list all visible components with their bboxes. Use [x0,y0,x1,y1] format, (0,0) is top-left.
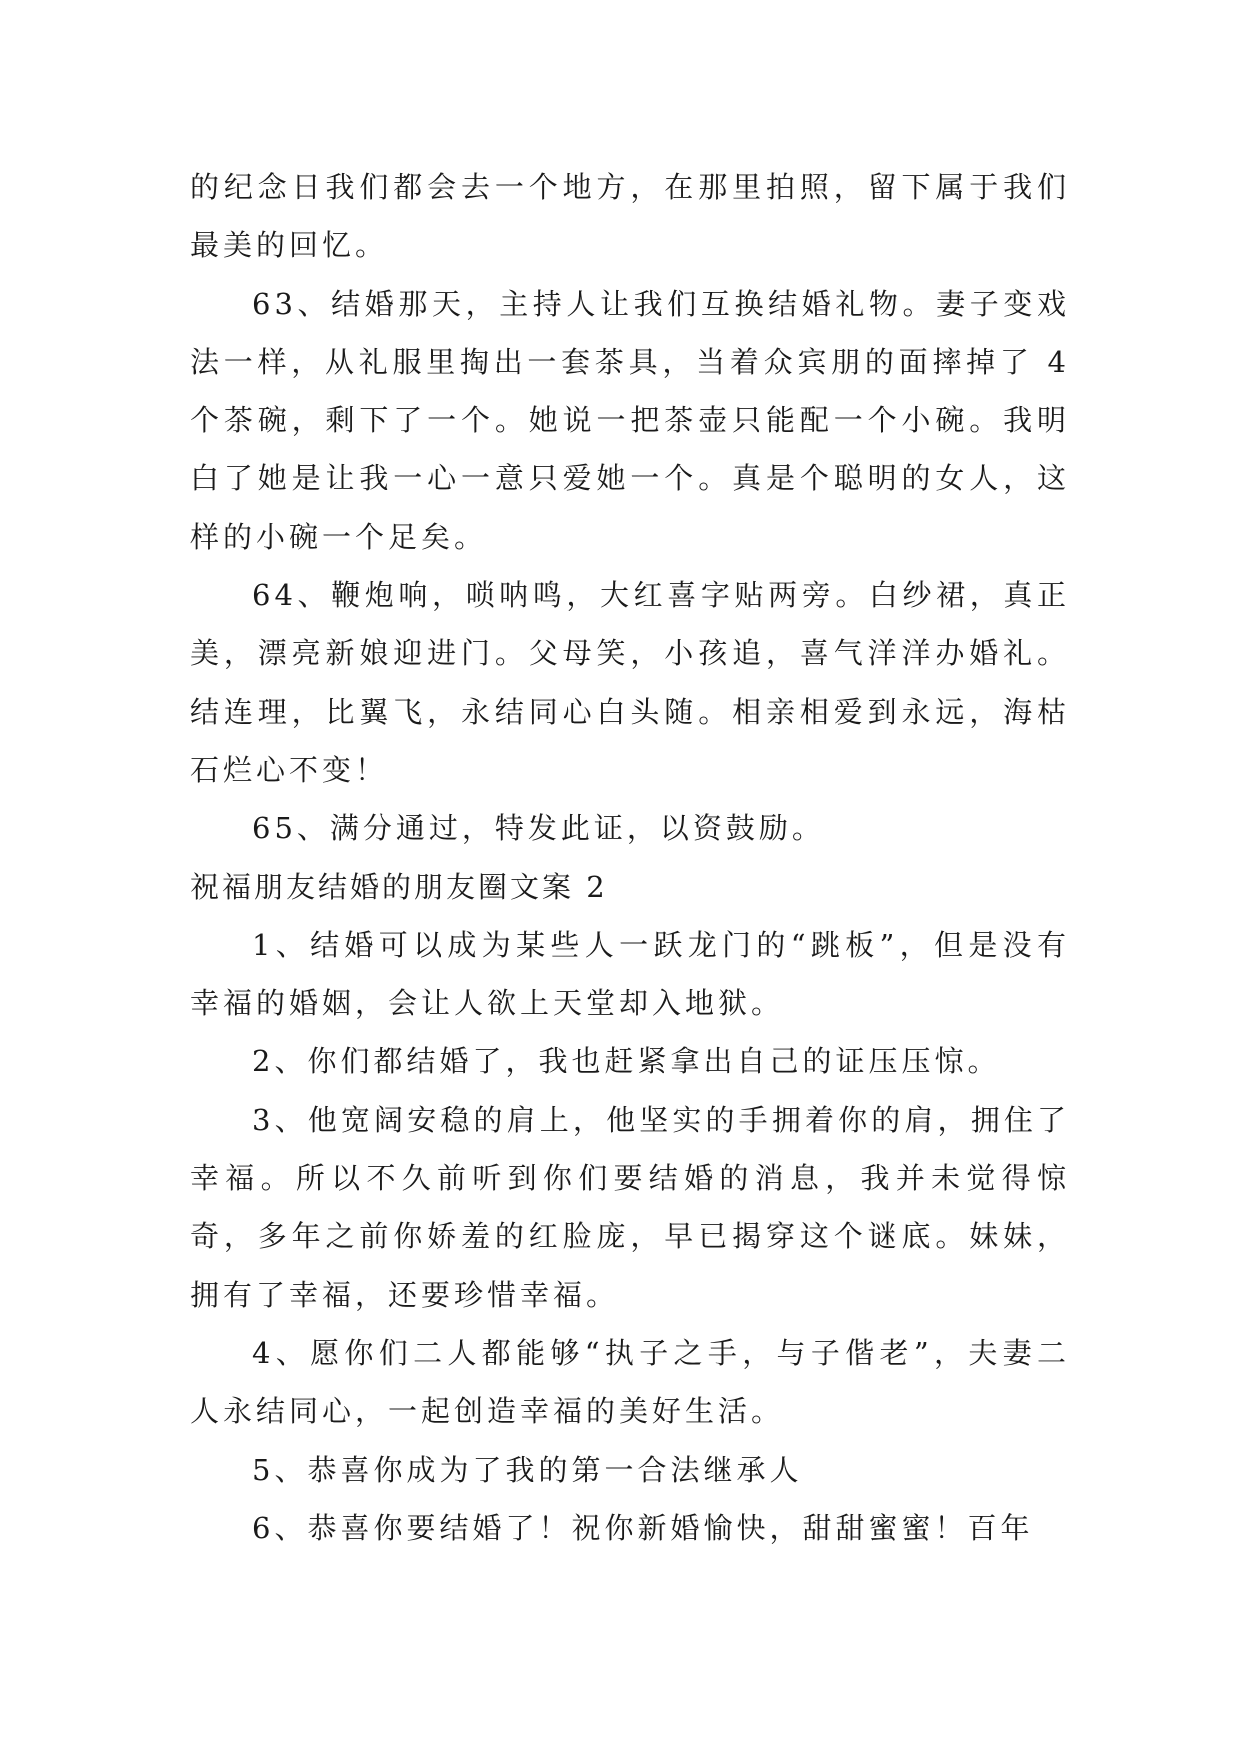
section-heading: 祝福朋友结婚的朋友圈文案 2 [190,869,608,904]
paragraph-2: 2、你们都结婚了，我也赶紧拿出自己的证压压惊。 [252,1044,1001,1079]
paragraph-63: 63、结婚那天，主持人让我们互换结婚礼物。妻子变戏法一样，从礼服里掏出一套茶具，当着众宾朋的面摔掉了 4 个茶碗，剩下了一个。她说一把茶壶只能配一个小碗。我明白了她是让我一心一意只爱她一个。真是个聪明的女人，这样的小碗一个足矣。 [190,286,1070,554]
paragraph-continued: 的纪念日我们都会去一个地方，在那里拍照，留下属于我们最美的回忆。 [190,170,1070,263]
paragraph-1: 1、结婚可以成为某些人一跃龙门的“跳板”，但是没有幸福的婚姻，会让人欲上天堂却入地狱。 [190,927,1070,1021]
paragraph-3: 3、他宽阔安稳的肩上，他坚实的手拥着你的肩，拥住了幸福。所以不久前听到你们要结婚的消息，我并未觉得惊奇，多年之前你娇羞的红脸庞，早已揭穿这个谜底。妹妹，拥有了幸福，还要珍惜幸福。 [190,1102,1070,1312]
paragraph-5: 5、恭喜你成为了我的第一合法继承人 [252,1452,803,1487]
paragraph-65: 65、满分通过，特发此证，以资鼓励。 [252,811,825,846]
paragraph-6: 6、恭喜你要结婚了！祝你新婚愉快，甜甜蜜蜜！百年 [252,1510,1034,1545]
paragraph-64: 64、鞭炮响，唢呐鸣，大红喜字贴两旁。白纱裙，真正美，漂亮新娘迎进门。父母笑，小孩追，喜气洋洋办婚礼。结连理，比翼飞，永结同心白头随。相亲相爱到永远，海枯石烂心不变！ [190,578,1070,787]
paragraph-4: 4、愿你们二人都能够“执子之手，与子偕老”，夫妻二人永结同心，一起创造幸福的美好生活。 [190,1335,1070,1429]
document-page [190,158,1070,1557]
